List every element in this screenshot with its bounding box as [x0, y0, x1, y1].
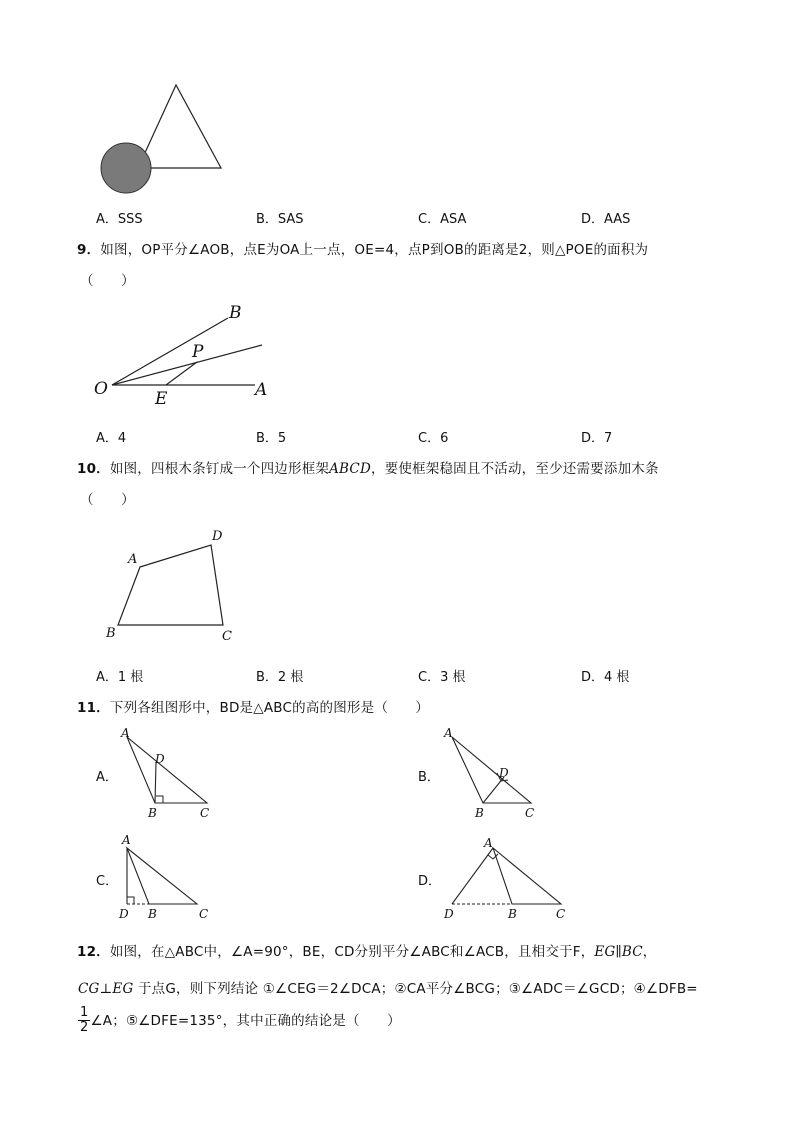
q9-ray-ob: [112, 318, 228, 385]
q9-text: 如图，OP平分∠AOB，点E为OA上一点，OE=4，点P到OB的距离是2，则△POE的面积为: [100, 242, 649, 258]
q11c-label-d: D: [119, 907, 129, 921]
q9-paren: （ ）: [80, 273, 135, 289]
q10-paren: （ ）: [80, 492, 135, 508]
q9-ray-op: [112, 345, 262, 385]
q12-line2-a: 于点G，则下列结论: [133, 981, 263, 997]
q9-figure: [90, 300, 280, 409]
q12-line1-math: EG∥BC: [594, 944, 643, 960]
q10-option-d[interactable]: D．4 根: [581, 670, 630, 685]
q10-text-after: ，要使框架稳固且不活动，至少还需要添加木条: [370, 461, 659, 477]
q11a-triangle: [127, 737, 207, 803]
q11a-label-a: A: [121, 726, 130, 740]
q11-stem: [77, 696, 429, 716]
q12-number: 12．: [77, 944, 110, 960]
q12-fraction: [78, 1006, 90, 1036]
q12-line3-a: ∠A；: [90, 1012, 126, 1029]
q11d-label-a: A: [484, 836, 493, 850]
q9-option-a[interactable]: A．4: [96, 431, 127, 446]
q12-conclusion-3-marker: ③: [508, 981, 522, 997]
q10-option-b[interactable]: B．2 根: [256, 670, 304, 685]
q12-line3: [78, 1006, 401, 1036]
q10-label-a: A: [128, 552, 138, 567]
q12-conclusion-5-marker: ⑤: [125, 1012, 139, 1029]
q11b-label-b: B: [475, 806, 484, 820]
q11c-label-c: C: [199, 907, 209, 921]
q12-conclusion-4: ∠DFB=: [645, 981, 698, 997]
q11b-label-c: C: [525, 806, 535, 820]
q9-label-e: E: [155, 389, 168, 409]
q10-label-d: D: [212, 529, 223, 544]
q11b-label-a: A: [444, 726, 453, 740]
q8-option-b[interactable]: B．SAS: [256, 212, 304, 227]
q9-label-b: B: [229, 303, 242, 323]
q11d-label-c: C: [556, 907, 566, 921]
q11c-label-a: A: [122, 833, 131, 847]
q12-conclusion-5: ∠DFE=135°，其中正确的结论是（ ）: [138, 1012, 401, 1029]
q8-figure: [95, 80, 230, 200]
q12-frac-den: 2: [80, 1020, 89, 1036]
q9-label-o: O: [94, 379, 108, 399]
q11d-ad: [452, 848, 493, 904]
q11d-label-b: B: [508, 907, 517, 921]
q12-line2-math: CG⊥EG: [78, 981, 134, 997]
q11c-right-angle: [127, 897, 134, 904]
q11c-label-b: B: [148, 907, 157, 921]
q11d-label-d: D: [444, 907, 454, 921]
q10-label-c: C: [222, 629, 232, 644]
q11a-label-b: B: [148, 806, 157, 820]
q8-triangle: [138, 85, 221, 168]
q12-conclusion-1: ∠CEG＝2∠DCA；: [275, 981, 395, 997]
q10-number: 10．: [77, 461, 110, 477]
q11a-bd: [155, 763, 156, 803]
q9-segment-pe: [166, 362, 197, 385]
q12-line2: [78, 977, 698, 997]
q11a-label-c: C: [200, 806, 210, 820]
q11a-right-angle: [156, 796, 163, 803]
q11d-triangle: [493, 848, 561, 904]
q12-line1-end: ，: [642, 944, 657, 960]
q10-option-a[interactable]: A．1 根: [96, 670, 144, 685]
q12-conclusion-4-marker: ④: [633, 981, 646, 997]
q11c-triangle: [127, 848, 197, 904]
q11-number: 11．: [77, 700, 110, 716]
q8-option-d[interactable]: D．AAS: [581, 212, 631, 227]
q11b-label-d: D: [499, 766, 509, 780]
q11-figure-c: [115, 830, 220, 925]
q12-conclusion-3: ∠ADC＝∠GCD；: [521, 981, 634, 997]
q10-figure: [100, 525, 240, 650]
q9-option-d[interactable]: D．7: [581, 431, 613, 446]
q11-option-c-letter[interactable]: C．: [96, 874, 119, 889]
q8-circle: [101, 143, 151, 193]
q9-label-p: P: [192, 342, 204, 362]
q12-conclusion-2: CA平分∠BCG；: [406, 981, 509, 997]
q9-number: 9．: [77, 242, 101, 258]
q12-line1: [77, 940, 656, 960]
q11-figure-a: [115, 725, 220, 823]
q11-figure-b: [438, 725, 548, 823]
q11-text: 下列各组图形中，BD是△ABC的高的图形是（ ）: [109, 700, 430, 716]
q9-option-b[interactable]: B．5: [256, 431, 287, 446]
q8-option-a[interactable]: A．SSS: [96, 212, 143, 227]
q10-option-c[interactable]: C．3 根: [418, 670, 466, 685]
q12-conclusion-1-marker: ①: [262, 981, 276, 997]
q10-text-before: 如图，四根木条钉成一个四边形框架: [109, 461, 330, 477]
q9-option-c[interactable]: C．6: [418, 431, 449, 446]
q12-conclusion-2-marker: ②: [394, 981, 407, 997]
q11a-label-d: D: [155, 752, 165, 766]
q11-option-a-letter[interactable]: A．: [96, 770, 118, 785]
q9-label-a: A: [255, 380, 268, 400]
q11-option-b-letter[interactable]: B．: [418, 770, 440, 785]
q10-stem: [77, 457, 659, 477]
q10-label-b: B: [106, 626, 116, 641]
q10-text-math: ABCD: [329, 461, 371, 477]
q12-line1-text: 如图，在△ABC中，∠A=90°，BE，CD分别平分∠ABC和∠ACB，且相交于F，: [109, 944, 595, 960]
q8-option-c[interactable]: C．ASA: [418, 212, 467, 227]
q9-stem: [77, 238, 648, 258]
q11-figure-d: [438, 830, 573, 925]
q11-option-d-letter[interactable]: D．: [418, 874, 442, 889]
q12-frac-num: 1: [80, 1005, 89, 1020]
